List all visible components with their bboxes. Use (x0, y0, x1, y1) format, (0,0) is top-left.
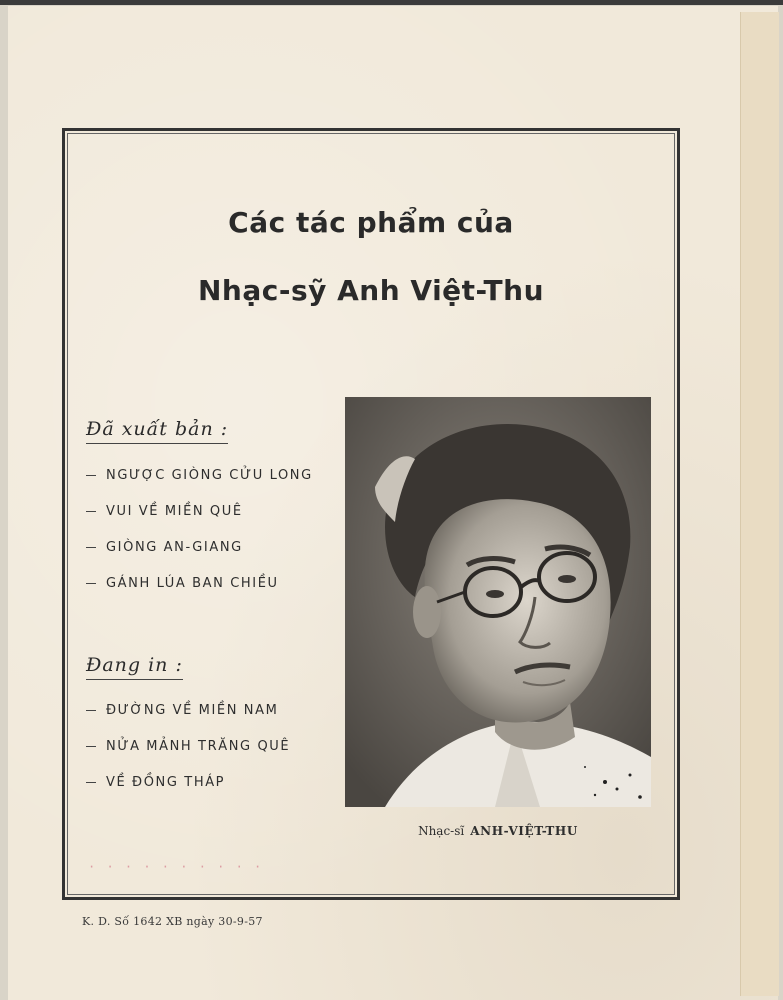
dash-icon (86, 547, 96, 548)
list-item (86, 538, 313, 574)
song-title: ĐƯỜNG VỀ MIỀN NAM (106, 703, 279, 718)
dash-icon (86, 583, 96, 584)
faded-red-stamp: · · · · · · · · · · (88, 860, 264, 874)
list-item (86, 701, 290, 737)
list-item (86, 502, 313, 538)
portrait-caption (345, 824, 651, 838)
dash-icon (86, 710, 96, 711)
in-print-list (86, 701, 290, 809)
composer-portrait-photo (345, 397, 651, 807)
list-item (86, 574, 313, 610)
paper-right-strip (740, 12, 779, 996)
list-item (86, 737, 290, 773)
dash-icon (86, 475, 96, 476)
song-title: VUI VỀ MIỀN QUÊ (106, 504, 243, 519)
scan-top-edge (0, 0, 783, 5)
published-list (86, 466, 313, 610)
license-line: K. D. Số 1642 XB ngày 30-9-57 (82, 915, 263, 928)
song-title: GIÒNG AN-GIANG (106, 540, 243, 555)
portrait-illustration (345, 397, 651, 807)
dash-icon (86, 746, 96, 747)
dash-icon (86, 782, 96, 783)
dash-icon (86, 511, 96, 512)
song-title: NGƯỢC GIÒNG CỬU LONG (106, 468, 313, 483)
caption-prefix: Nhạc-sĩ (418, 824, 465, 838)
page-title-line1: Các tác phẩm của (228, 206, 514, 239)
caption-name: ANH-VIỆT-THU (470, 824, 578, 838)
song-title: NỬA MẢNH TRĂNG QUÊ (106, 739, 291, 754)
in-print-heading: Đang in : (86, 654, 183, 680)
song-title: VỀ ĐỒNG THÁP (106, 775, 226, 790)
published-heading: Đã xuất bản : (86, 418, 228, 444)
song-title: GÁNH LÚA BAN CHIỀU (106, 576, 279, 591)
list-item (86, 466, 313, 502)
page-title-line2: Nhạc-sỹ Anh Việt-Thu (197, 274, 545, 307)
list-item (86, 773, 290, 809)
